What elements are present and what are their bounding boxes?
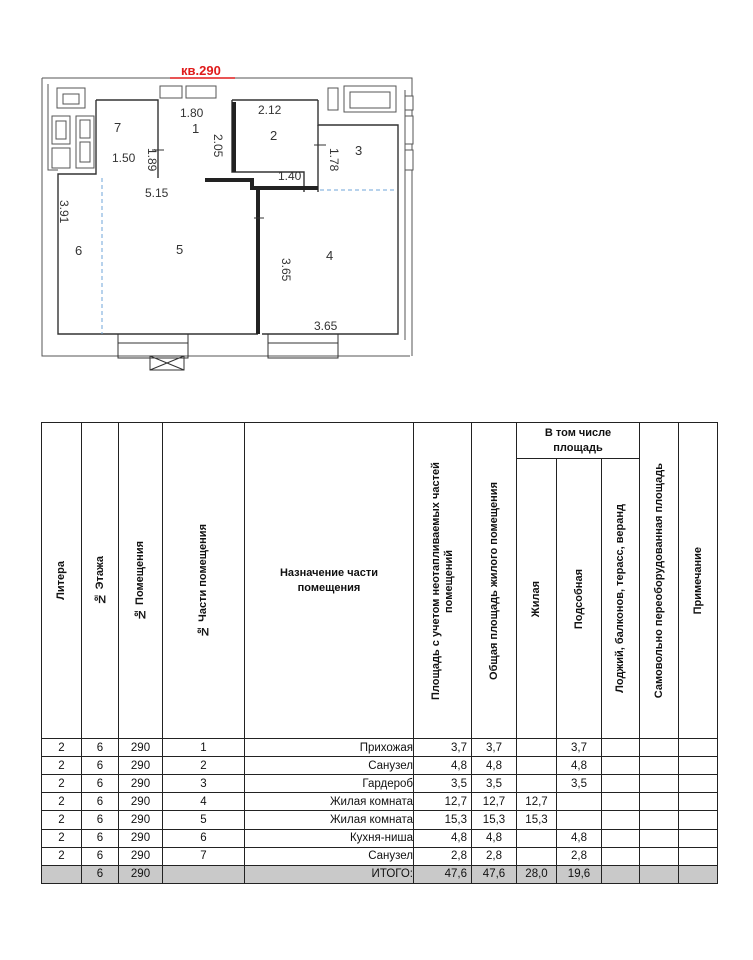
plan-box [160,86,182,98]
plan-box [405,116,413,144]
cell-area: 12,7 [414,793,472,811]
cell-part: 2 [163,757,245,775]
cell-floor: 6 [82,793,119,811]
cell-loggias [602,793,640,811]
room-number-7: 7 [114,120,122,135]
dim-label: 3.65 [314,319,338,333]
cell-room: 290 [119,793,163,811]
cell-room: 290 [119,829,163,847]
cell-living [517,847,557,865]
cell-litera: 2 [42,739,82,757]
total-cell-area: 47,6 [414,865,472,883]
cell-aux: 2,8 [557,847,602,865]
plan-outer-line-left [42,78,410,356]
header-total-living: Общая площадь жилого помещения [472,423,517,739]
total-cell-unauthorized [640,865,679,883]
plan-entry-block [118,334,188,358]
plan-wall [262,100,398,334]
cell-note [679,739,718,757]
header-litera: Литера [42,423,82,739]
header-room: № Помещения [119,423,163,739]
cell-area: 2,8 [414,847,472,865]
room-number-6: 6 [75,243,83,258]
cell-living [517,739,557,757]
cell-loggias [602,847,640,865]
plan-box [328,88,338,110]
cell-part: 7 [163,847,245,865]
cell-part: 3 [163,775,245,793]
cell-note [679,793,718,811]
total-cell-litera [42,865,82,883]
cell-purpose: Санузел [245,757,414,775]
cell-litera: 2 [42,757,82,775]
cell-loggias [602,775,640,793]
table-body [42,739,718,866]
cell-total: 12,7 [472,793,517,811]
cell-aux [557,793,602,811]
plan-outer-line-top [42,78,412,356]
cell-purpose: Гардероб [245,775,414,793]
cell-aux: 3,5 [557,775,602,793]
plan-box [405,96,413,110]
cell-note [679,847,718,865]
cell-loggias [602,811,640,829]
cell-area: 3,7 [414,739,472,757]
cell-unauthorized [640,829,679,847]
plan-box [63,94,79,104]
cell-part: 6 [163,829,245,847]
cell-litera: 2 [42,829,82,847]
table-row [42,739,718,757]
plan-box [52,148,70,168]
total-cell-floor: 6 [82,865,119,883]
cell-purpose: Прихожая [245,739,414,757]
cell-area: 3,5 [414,775,472,793]
floor-plan [0,0,753,400]
total-cell-loggias [602,865,640,883]
cell-room: 290 [119,739,163,757]
room-number-5: 5 [176,242,184,257]
cell-room: 290 [119,811,163,829]
cell-total: 4,8 [472,829,517,847]
table-row [42,793,718,811]
cell-loggias [602,829,640,847]
cell-floor: 6 [82,775,119,793]
header-part: № Части помещения [163,423,245,739]
header-unauthorized: Самовольно переоборудованная площадь [640,423,679,739]
dim-label: 2.12 [258,103,282,117]
plan-entry-block [268,334,338,358]
cell-litera: 2 [42,847,82,865]
cell-living: 12,7 [517,793,557,811]
cell-area: 4,8 [414,757,472,775]
total-label: ИТОГО: [245,865,414,883]
cell-floor: 6 [82,847,119,865]
total-cell-room: 290 [119,865,163,883]
dim-label: 2.05 [211,134,225,158]
cell-purpose: Кухня-ниша [245,829,414,847]
total-cell-part [163,865,245,883]
cell-note [679,829,718,847]
cell-unauthorized [640,793,679,811]
table-row [42,757,718,775]
cell-floor: 6 [82,757,119,775]
cell-aux: 3,7 [557,739,602,757]
header-floor: № Этажа [82,423,119,739]
total-cell-aux: 19,6 [557,865,602,883]
cell-litera: 2 [42,811,82,829]
cell-part: 1 [163,739,245,757]
explication-table [41,422,718,884]
total-cell-living: 28,0 [517,865,557,883]
header-living: Жилая [517,459,557,739]
plan-box [56,121,66,139]
header-row [42,423,718,459]
header-purpose: Назначение части помещения [245,423,414,739]
cell-part: 5 [163,811,245,829]
header-area-unheated: Площадь с учетом неотапливаемых частей помещений [414,423,472,739]
cell-unauthorized [640,739,679,757]
cell-room: 290 [119,757,163,775]
cell-unauthorized [640,757,679,775]
cell-living: 15,3 [517,811,557,829]
table-row [42,775,718,793]
dim-label: 3.65 [279,258,293,282]
dim-label: 3.91 [57,200,71,224]
cell-purpose: Жилая комната [245,793,414,811]
cell-total: 4,8 [472,757,517,775]
cell-note [679,757,718,775]
dim-label: 1.50 [112,151,136,165]
plan-box [186,86,216,98]
cell-note [679,811,718,829]
room-number-3: 3 [355,143,363,158]
dim-label: 1.80 [180,106,204,120]
cell-living [517,757,557,775]
cell-purpose: Жилая комната [245,811,414,829]
header-incl-group: В том числе площадь [517,423,640,459]
header-loggias: Лоджий, балконов, терасс, веранд [602,459,640,739]
apartment-tag: кв.290 [181,63,221,78]
plan-box [350,92,390,108]
cell-total: 3,7 [472,739,517,757]
cell-litera: 2 [42,775,82,793]
dim-label: 5.15 [145,186,169,200]
dim-label: 1.89 [145,148,159,172]
cell-room: 290 [119,775,163,793]
cell-purpose: Санузел [245,847,414,865]
cell-note [679,775,718,793]
cell-unauthorized [640,811,679,829]
table-row [42,847,718,865]
dim-label: 1.78 [327,148,341,172]
cell-total: 3,5 [472,775,517,793]
cell-litera: 2 [42,793,82,811]
plan-box [80,142,90,162]
room-number-4: 4 [326,248,334,263]
total-cell-note [679,865,718,883]
header-auxiliary: Подсобная [557,459,602,739]
cell-floor: 6 [82,811,119,829]
cell-part: 4 [163,793,245,811]
total-cell-total: 47,6 [472,865,517,883]
cell-unauthorized [640,775,679,793]
cell-living [517,829,557,847]
plan-box [80,120,90,138]
cell-living [517,775,557,793]
cell-floor: 6 [82,739,119,757]
cell-total: 15,3 [472,811,517,829]
room-number-2: 2 [270,128,278,143]
cell-area: 15,3 [414,811,472,829]
cell-aux: 4,8 [557,757,602,775]
cell-room: 290 [119,847,163,865]
cell-aux [557,811,602,829]
cell-floor: 6 [82,829,119,847]
cell-total: 2,8 [472,847,517,865]
total-row [42,865,718,883]
cell-unauthorized [640,847,679,865]
dim-label: 1.40 [278,169,302,183]
cell-loggias [602,739,640,757]
cell-loggias [602,757,640,775]
cell-aux: 4,8 [557,829,602,847]
room-number-1: 1 [192,121,200,136]
table-row [42,811,718,829]
header-note: Примечание [679,423,718,739]
plan-box [405,150,413,170]
table-row [42,829,718,847]
cell-area: 4,8 [414,829,472,847]
